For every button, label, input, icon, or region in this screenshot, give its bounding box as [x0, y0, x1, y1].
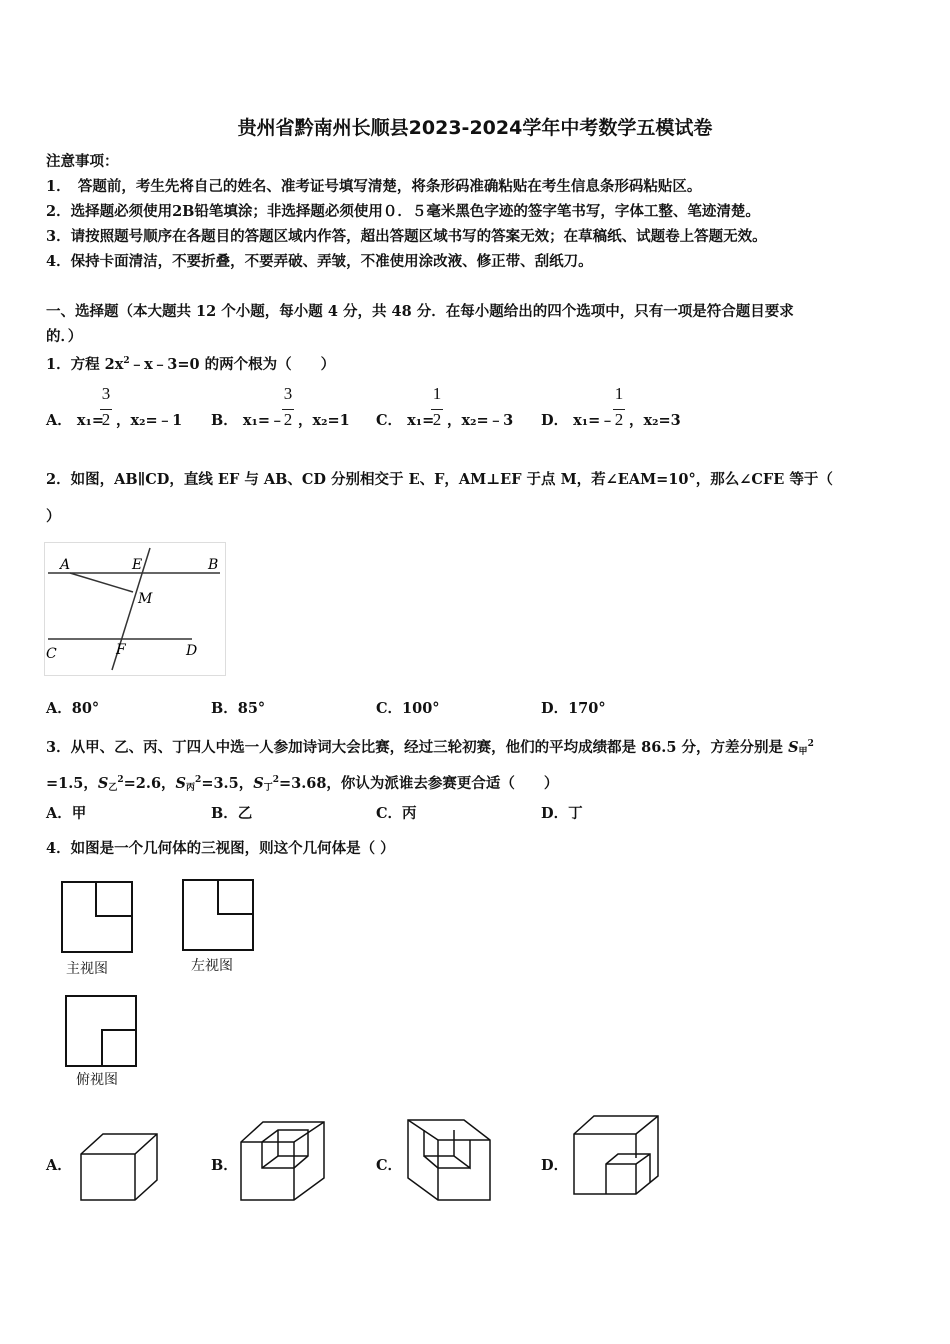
notice-item-3: 3．请按照题号顺序在各题目的答题区域内作答，超出答题区域书写的答案无效；在草稿纸、试题卷上答题无效。	[46, 228, 767, 245]
label-d: D	[186, 643, 198, 659]
label-b: B	[208, 557, 219, 573]
question-2-stem-line2: ）	[46, 508, 61, 525]
question-2-stem-line1: 2．如图，AB∥CD，直线 EF 与 AB、CD 分别相交于 E、F，AM⊥EF 于点 M，若∠EAM=10°，那么∠CFE 等于（	[46, 471, 833, 488]
front-view-label: 主视图	[66, 961, 108, 977]
q2-option-c[interactable]: C．100°	[376, 700, 440, 717]
q2-option-d[interactable]: D．170°	[541, 700, 606, 717]
notice-heading: 注意事项：	[46, 153, 119, 170]
notice-item-2: 2．选择题必须使用2B铅笔填涂；非选择题必须使用０．５毫米黑色字迹的签字笔书写，字体工整、笔迹清楚。	[46, 203, 760, 220]
q4-option-a-label[interactable]: A．	[46, 1157, 72, 1174]
q3-option-b[interactable]: B．乙	[211, 805, 253, 822]
q3-option-a[interactable]: A．甲	[46, 805, 87, 822]
label-e: E	[132, 557, 143, 573]
question-4-stem: 4．如图是一个几何体的三视图，则这个几何体是（ ）	[46, 840, 395, 857]
q3-option-d[interactable]: D．丁	[541, 805, 583, 822]
q4-option-b-label[interactable]: B．	[211, 1157, 238, 1174]
page-title: 贵州省黔南州长顺县2023-2024学年中考数学五模试卷	[237, 117, 713, 139]
q2-option-a[interactable]: A．80°	[46, 700, 100, 717]
notice-item-1: 1． 答题前，考生先将自己的姓名、准考证号填写清楚，将条形码准确粘贴在考生信息条形码粘贴区。	[46, 178, 702, 195]
top-view-label: 俯视图	[76, 1072, 118, 1088]
notice-item-4: 4．保持卡面清洁，不要折叠，不要弄破、弄皱，不准使用涂改液、修正带、刮纸刀。	[46, 253, 593, 270]
segment-am	[70, 573, 133, 592]
left-view-label: 左视图	[191, 958, 233, 974]
top-view-figure	[60, 990, 150, 1080]
q4-option-d-solid[interactable]	[570, 1112, 662, 1198]
question-3-stem-line2: =1.5，$S_乙^2=2.6$，$S_丙^2=3.5$，$S_丁^2=3.68$，你认为派谁去参赛更合适（ ）	[46, 775, 559, 793]
parallel-lines-figure	[44, 542, 226, 676]
label-m: M	[138, 591, 153, 607]
q2-option-b[interactable]: B．85°	[211, 700, 266, 717]
q4-option-b-solid[interactable]	[238, 1118, 328, 1202]
label-c: C	[46, 646, 57, 662]
label-a: A	[60, 557, 71, 573]
q3-option-c[interactable]: C．丙	[376, 805, 417, 822]
q4-option-c-solid[interactable]	[404, 1116, 494, 1202]
q4-option-c-label[interactable]: C．	[376, 1157, 403, 1174]
q4-option-d-label[interactable]: D．	[541, 1157, 569, 1174]
q4-option-a-solid[interactable]	[78, 1130, 160, 1202]
section-heading-line2: 的．）	[46, 328, 83, 345]
section-heading-line1: 一、选择题（本大题共 12 个小题，每小题 4 分，共 48 分．在每小题给出的四个选项中，只有一项是符合题目要求	[46, 303, 794, 320]
label-f: F	[116, 642, 126, 658]
question-3-stem-line1: 3．从甲、乙、丙、丁四人中选一人参加诗词大会比赛，经过三轮初赛，他们的平均成绩都是 86.5 分，方差分别是 $S_甲^2$	[46, 739, 814, 757]
question-1-stem: 1．方程 $2x^2﹣x﹣3=0$ 的两个根为（ ）	[46, 356, 336, 373]
